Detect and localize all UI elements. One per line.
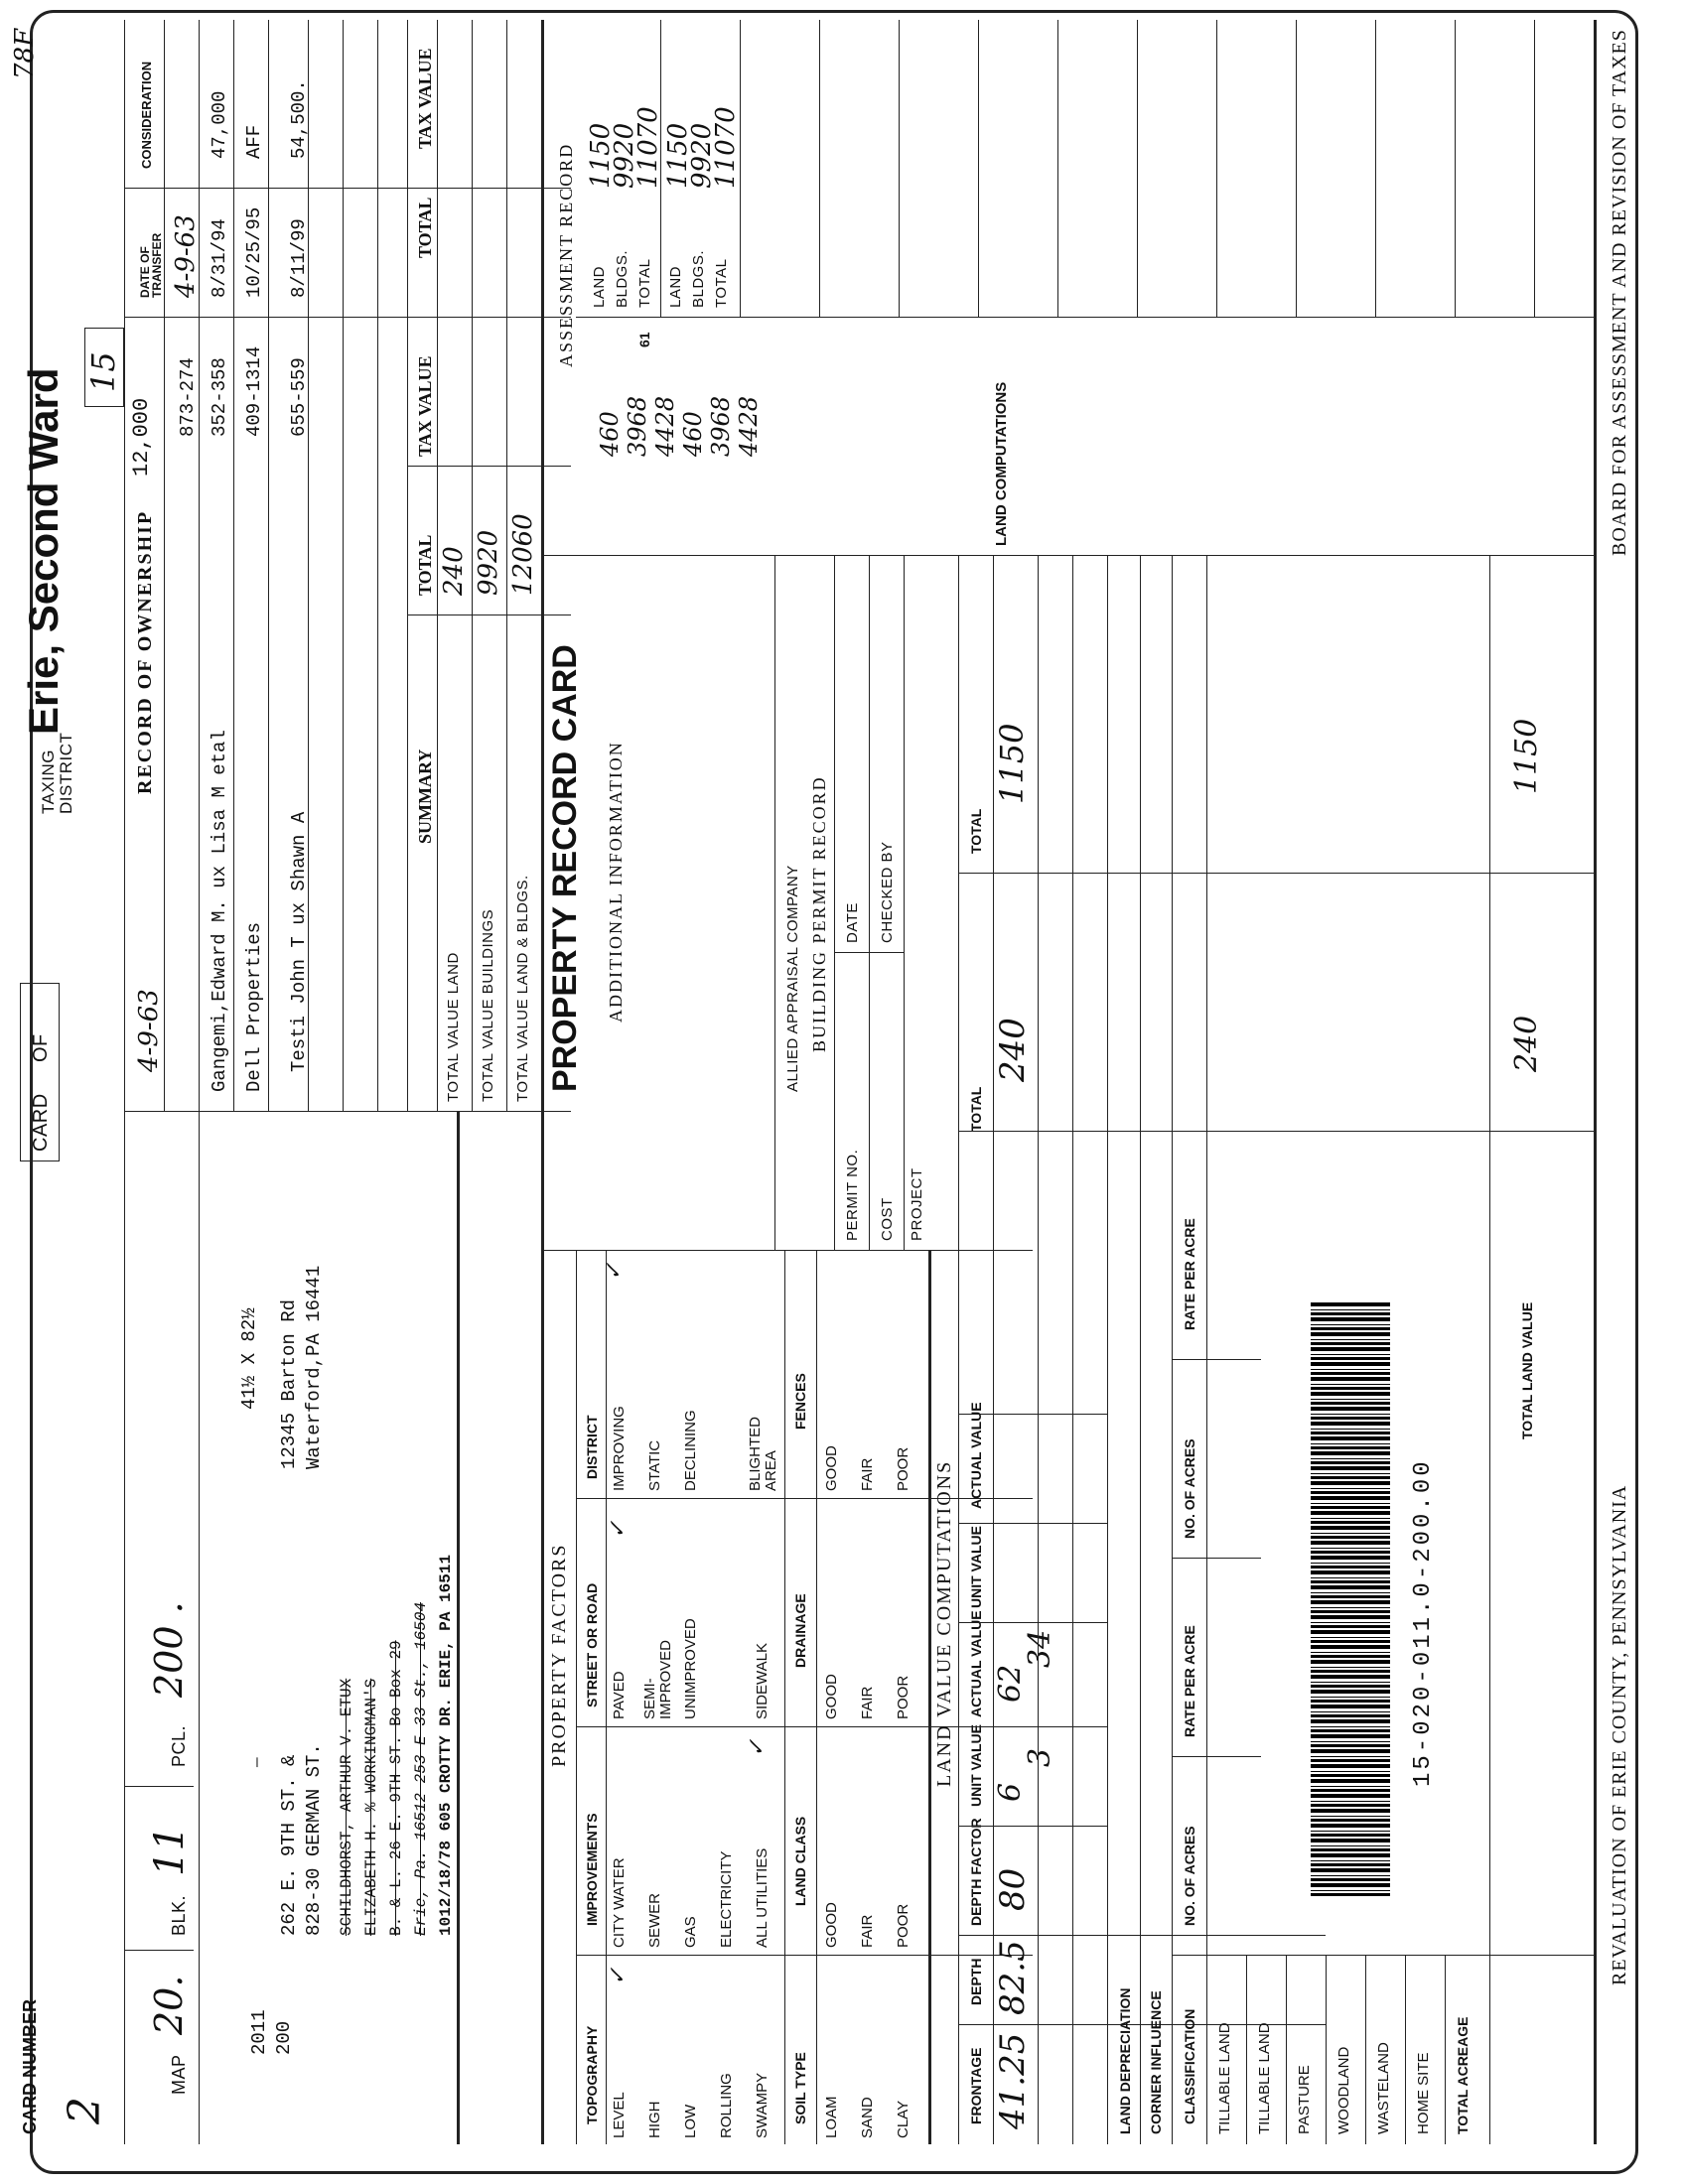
assess-bldgs-value-0: 9920 [610,122,639,189]
owner-row-2: Dell Properties [243,921,265,1092]
lv-header-depth: DEPTH [968,1958,984,2005]
fence-good: GOOD [823,1445,840,1491]
class-fair: FAIR [859,1914,876,1948]
lv-header-actual: ACTUAL VALUE [968,1610,984,1717]
assess-total-label: TOTAL [415,197,435,258]
street-label: STREET OR ROAD [584,1582,600,1707]
owner-consideration-2: AFF [243,124,265,159]
owner-book-3: 655-559 [288,357,310,437]
topo-high: HIGH [646,2101,663,2138]
lv-header-factor: DEPTH FACTOR [968,1818,984,1926]
improvements-label: IMPROVEMENTS [584,1813,600,1926]
street-sidewalk: SIDEWALK [754,1643,771,1719]
lv-header-frontage: FRONTAGE [968,2047,984,2124]
pcl-value: 200 . [147,1601,191,1698]
class-tillable-2: TILLABLE LAND [1256,2022,1273,2134]
street-semi: SEMI- IMPROVED [641,1639,674,1719]
permit-title: BUILDING PERMIT RECORD [809,775,829,1052]
drainage-label: DRAINAGE [792,1593,808,1668]
district-declining: DECLINING [682,1410,699,1491]
parcel-dash: — [248,1757,266,1767]
fences-label: FENCES [792,1373,808,1430]
class-good: GOOD [823,1902,840,1948]
assess-total-value-0: 11070 [633,106,663,189]
soil-sand: SAND [859,2097,876,2138]
land-computations: LAND COMPUTATIONS [993,381,1010,546]
class-header-acres2: NO. OF ACRES [1182,1438,1197,1539]
add-value-0: 460 [596,411,624,457]
parcel-barcode [1311,1300,1390,1896]
owner-date-0: 4-9-63 [171,214,201,298]
permit-date: DATE [844,902,861,943]
drain-fair: FAIR [859,1686,876,1719]
topo-level: LEVEL [611,2092,628,2138]
owner-date-1: 8/31/94 [209,218,230,298]
assessment-title: ASSESSMENT RECORD [556,142,576,367]
card-number-value: 2 [60,2097,110,2124]
summary-total-2: 12060 [508,513,538,596]
class-woodland: WOODLAND [1335,2046,1352,2134]
class-header-rate2: RATE PER ACRE [1182,1218,1197,1330]
total-land-value: TOTAL LAND VALUE [1519,1301,1535,1439]
impr-check: ✓ [745,1738,770,1757]
assess-bldgs-1: BLDGS. [690,249,707,308]
additional-info: ADDITIONAL INFORMATION [606,741,626,1023]
assess-land-1: LAND [667,265,684,308]
drain-good: GOOD [823,1674,840,1719]
address-line-1: 262 E. 9TH ST. & [278,1754,300,1936]
add-value-4: 3968 [707,395,735,457]
add-value-3: 460 [679,411,707,457]
struck-line-3: B. & L. 26 E. 9TH ST. Bo Box 29 [387,1640,405,1936]
district-check: ✓ [602,1262,627,1281]
record-card-title: PROPERTY RECORD CARD [546,644,584,1092]
owner-row-1: Gangemi,Edward M. ux Lisa M etal [209,730,230,1092]
add-value-2: 4428 [651,395,679,457]
card-number-label: CARD NUMBER [20,1999,40,2134]
summary-row-1: TOTAL VALUE BUILDINGS [480,908,496,1102]
lv-header-total2: TOTAL [968,808,984,854]
owner-book-2: 409-1314 [243,345,265,437]
parcel-code-1: 2011 [248,2009,270,2055]
summary-row-2: TOTAL VALUE LAND & BLDGS. [514,875,531,1102]
soil-loam: LOAM [823,2096,840,2138]
class-header-rate: RATE PER ACRE [1182,1625,1197,1737]
owner-row-3: Testi John T ux Shawn A [288,811,310,1072]
consideration-label: CONSIDERATION [139,61,154,169]
street-unimproved: UNIMPROVED [682,1618,699,1719]
owner-address-2: Waterford,PA 16441 [303,1265,325,1469]
district-static: STATIC [646,1439,663,1491]
summary-total-0: 240 [439,546,469,596]
class-pasture: PASTURE [1296,2065,1313,2134]
summary-tax-label: TAX VALUE [415,355,435,457]
topo-check: ✓ [606,1967,631,1985]
class-header-acres: NO. OF ACRES [1182,1826,1197,1926]
assess-land-value-0: 1150 [586,122,616,189]
struck-line-1: SCHILDHORST, ARTHUR V. ETUX [338,1678,355,1936]
impr-water: CITY WATER [611,1857,628,1948]
topography-label: TOPOGRAPHY [584,2025,600,2124]
impr-sewer: SEWER [646,1892,663,1948]
assess-tax-label: TAX VALUE [415,48,435,149]
assess-year-0: 61 [636,332,652,347]
add-value-1: 3968 [624,395,651,457]
ward-number: 15 [84,351,122,392]
district-label: DISTRICT [584,1415,600,1479]
lv-header-unit: UNIT VALUE [968,1724,984,1807]
class-poor: POOR [895,1903,912,1948]
assess-bldgs-0: BLDGS. [614,249,631,308]
struck-line-5: 1012/18/78 605 CROTTY DR. ERIE, PA 16511 [437,1554,455,1936]
class-wasteland: WASTELAND [1375,2042,1392,2134]
assess-total-0: TOTAL [636,258,653,308]
summary-total-1: 9920 [474,529,503,596]
lv-total: 240 [993,1018,1033,1082]
assess-total-value-1: 11070 [711,106,741,189]
total-land-value-2: 1150 [1509,718,1544,794]
allied-company: ALLIED APPRAISAL COMPANY [784,865,801,1092]
blk-label: BLK. [169,1894,189,1936]
lv-header-total: TOTAL [968,1086,984,1132]
lv-depth: 82.5 [993,1940,1033,2015]
class-tillable-1: TILLABLE LAND [1216,2022,1233,2134]
parcel-code-2: 200 [273,2020,295,2055]
class-homesite: HOME SITE [1415,2052,1432,2134]
soil-clay: CLAY [895,2100,912,2138]
map-label: MAP [169,2054,189,2095]
taxing-district-label: TAXING DISTRICT [39,732,75,814]
assess-bldgs-value-1: 9920 [687,122,717,189]
struck-line-2: ELIZABETH H. % WORKINGMAN'S [362,1678,380,1936]
permit-no: PERMIT NO. [844,1149,861,1241]
class-header-classification: CLASSIFICATION [1182,2008,1197,2124]
add-value-5: 4428 [735,395,763,457]
topo-swampy: SWAMPY [754,2072,771,2138]
owner-book-0: 873-274 [177,357,199,437]
lv-actual: 62 [993,1664,1028,1703]
fence-poor: POOR [895,1446,912,1491]
struck-line-4: Erie, Pa. 16512 253 E 33 St., 16504 [412,1601,430,1936]
lv-frontage: 41.25 [993,2032,1033,2129]
corner-mark: 78F [10,28,40,79]
card-label: CARD [30,1093,52,1152]
lv-total2: 1150 [993,723,1031,804]
land-value-title: LAND VALUE COMPUTATIONS [933,1459,955,1787]
topo-rolling: ROLLING [718,2073,735,2138]
district-blighted: BLIGHTED AREA [747,1416,779,1491]
permit-checked: CHECKED BY [879,841,896,943]
total-acreage: TOTAL ACREAGE [1455,2016,1471,2134]
permit-project: PROJECT [909,1167,925,1241]
permit-cost: COST [879,1197,896,1241]
ownership-top-value: 12,000 [129,397,154,477]
summary-row-0: TOTAL VALUE LAND [445,952,462,1102]
property-factors-title: PROPERTY FACTORS [548,1543,570,1767]
district-name: Erie, Second Ward [20,367,67,735]
date-of-transfer-label: DATE OF TRANSFER [138,232,164,298]
total-land-value-1: 240 [1509,1015,1544,1072]
parcel-dimensions: 41½ X 82½ [238,1307,260,1410]
topo-low: LOW [682,2104,699,2138]
owner-address-1: 12345 Barton Rd [278,1298,300,1469]
footer-right: BOARD FOR ASSESSMENT AND REVISION OF TAXES [1609,29,1630,556]
blk-value: 11 [147,1826,193,1876]
card-of-box [20,983,60,1161]
lv-unit: 6 [993,1782,1028,1802]
ownership-handwritten-date: 4-9-63 [134,989,164,1072]
impr-all: ALL UTILITIES [754,1847,771,1948]
owner-consideration-3: 54,500. [288,79,310,159]
street-paved: PAVED [611,1671,628,1719]
footer-left: REVALUATION OF ERIE COUNTY, PENNSYLVANIA [1609,1484,1630,1985]
lv-actual2: 34 [1023,1629,1057,1668]
fence-fair: FAIR [859,1457,876,1491]
district-improving: IMPROVING [611,1406,628,1491]
owner-book-1: 352-358 [209,357,230,437]
lv-factor: 80 [993,1867,1033,1911]
drain-poor: POOR [895,1675,912,1719]
address-line-2: 828-30 GERMAN ST. [303,1743,325,1936]
ownership-title: RECORD OF OWNERSHIP [134,509,156,794]
street-check: ✓ [606,1520,631,1539]
impr-gas: GAS [682,1916,699,1948]
assess-total-1: TOTAL [713,258,730,308]
assess-land-value-1: 1150 [663,122,693,189]
parcel-id: 15-020-011.0-200.00 [1410,1458,1437,1787]
summary-title: SUMMARY [415,749,435,844]
owner-date-2: 10/25/95 [243,206,265,298]
map-value: 20. [147,1975,191,2035]
of-label: OF [30,1033,52,1062]
lv-unit2: 3 [1023,1747,1057,1767]
summary-total-label: TOTAL [415,534,435,596]
owner-consideration-1: 47,000 [209,90,230,159]
corner-influence: CORNER INFLUENCE [1148,1990,1164,2134]
lv-header-actual2: ACTUAL VALUE [968,1402,984,1509]
impr-electricity: ELECTRICITY [718,1850,735,1948]
land-depreciation: LAND DEPRECIATION [1117,1987,1133,2134]
owner-date-3: 8/11/99 [288,218,310,298]
pcl-label: PCL. [169,1724,189,1767]
land-class-label: LAND CLASS [792,1816,808,1906]
soil-label: SOIL TYPE [792,2052,808,2124]
assess-land-0: LAND [591,265,608,308]
lv-header-unit2: UNIT VALUE [968,1526,984,1608]
